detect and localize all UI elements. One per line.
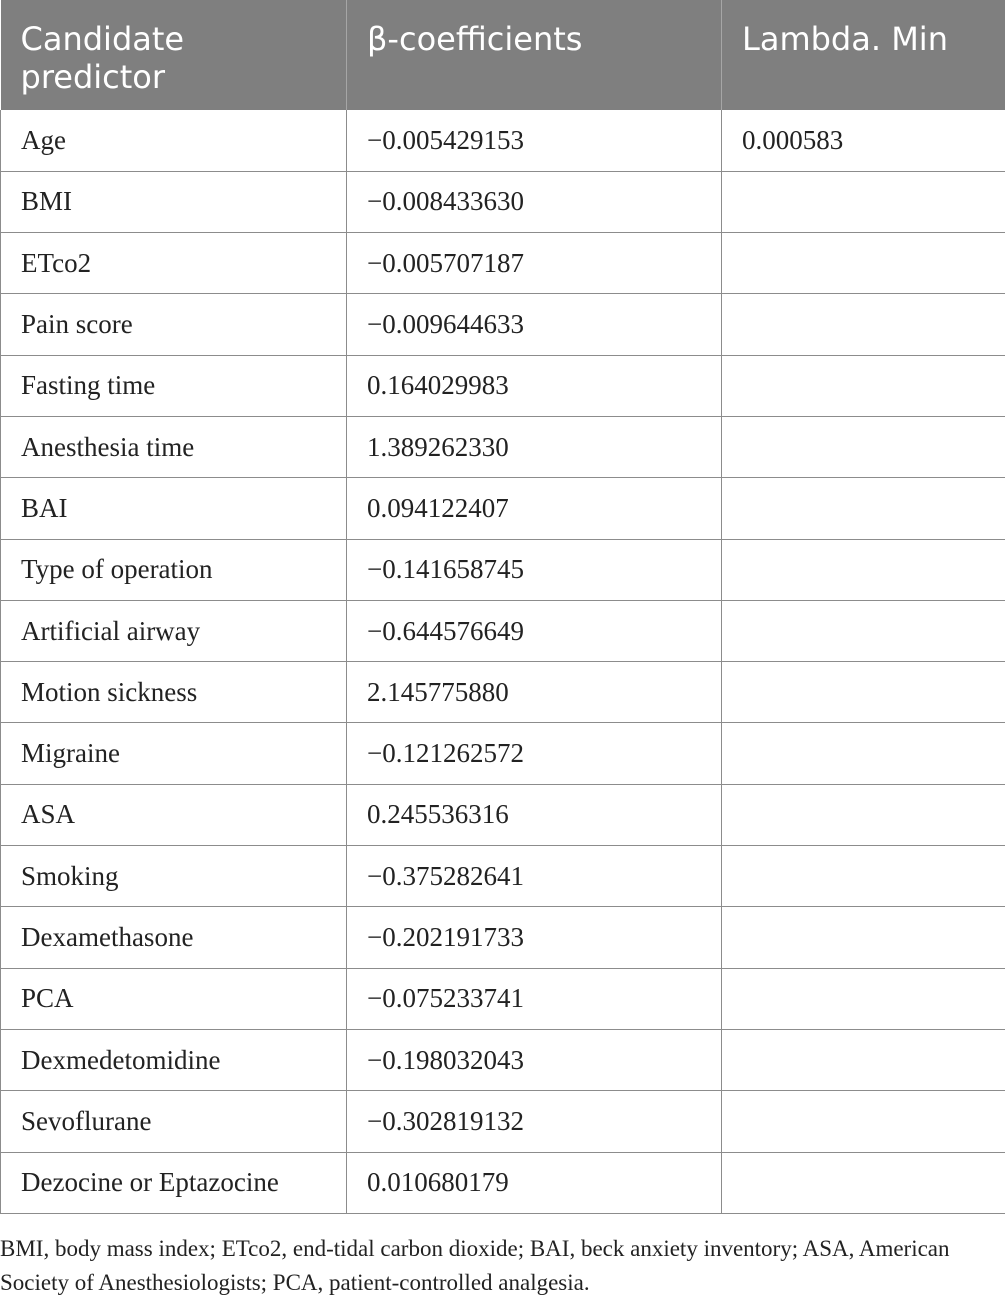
lambda-min-cell	[722, 968, 1005, 1029]
table-footnote: BMI, body mass index; ETco2, end-tidal carbon dioxide; BAI, beck anxiety inventory; ASA, American Society of Anesthesiologists; PCA, patient-controlled analgesia.	[0, 1236, 950, 1295]
table-row	[1, 907, 1005, 968]
predictor-cell: Dexamethasone	[1, 907, 347, 968]
predictor-cell: Artificial airway	[1, 600, 347, 661]
table-row	[1, 171, 1005, 232]
predictor-cell: Dexmedetomidine	[1, 1029, 347, 1090]
table-row	[1, 416, 1005, 477]
predictor-cell: Smoking	[1, 846, 347, 907]
lambda-min-cell	[722, 416, 1005, 477]
lambda-min-cell	[722, 233, 1005, 294]
coefficient-cell: −0.075233741	[347, 968, 722, 1029]
predictor-cell: BAI	[1, 478, 347, 539]
lambda-min-cell	[722, 1091, 1005, 1152]
lambda-min-cell	[722, 171, 1005, 232]
lambda-min-cell	[722, 294, 1005, 355]
lambda-min-cell	[722, 907, 1005, 968]
table-row	[1, 233, 1005, 294]
header-lambda-min: Lambda. Min	[722, 0, 1005, 110]
table-row	[1, 968, 1005, 1029]
header-candidate-predictor: Candidate predictor	[1, 0, 347, 110]
predictor-cell: Migraine	[1, 723, 347, 784]
coefficient-cell: −0.008433630	[347, 171, 722, 232]
table-header	[1, 0, 1005, 110]
table-row	[1, 110, 1005, 171]
table-row	[1, 662, 1005, 723]
lambda-min-cell	[722, 355, 1005, 416]
lambda-min-cell: 0.000583	[722, 110, 1005, 171]
lambda-min-cell	[722, 1152, 1005, 1213]
header-row	[1, 0, 1005, 110]
coefficient-cell: 0.094122407	[347, 478, 722, 539]
predictor-cell: PCA	[1, 968, 347, 1029]
coefficient-cell: −0.009644633	[347, 294, 722, 355]
table-row	[1, 723, 1005, 784]
predictor-cell: Dezocine or Eptazocine	[1, 1152, 347, 1213]
coefficient-cell: −0.005707187	[347, 233, 722, 294]
lambda-min-cell	[722, 539, 1005, 600]
coefficient-cell: −0.141658745	[347, 539, 722, 600]
table-row	[1, 1029, 1005, 1090]
header-beta-coefficients: β-coefficients	[347, 0, 722, 110]
predictor-cell: Fasting time	[1, 355, 347, 416]
lambda-min-cell	[722, 784, 1005, 845]
table-row	[1, 1091, 1005, 1152]
coefficient-cell: 0.010680179	[347, 1152, 722, 1213]
predictor-cell: Anesthesia time	[1, 416, 347, 477]
table-row	[1, 478, 1005, 539]
table-body	[1, 110, 1005, 1213]
table-row	[1, 846, 1005, 907]
predictor-cell: ASA	[1, 784, 347, 845]
lambda-min-cell	[722, 662, 1005, 723]
coefficient-cell: −0.121262572	[347, 723, 722, 784]
predictor-cell: Age	[1, 110, 347, 171]
table-row	[1, 355, 1005, 416]
coefficient-cell: −0.375282641	[347, 846, 722, 907]
coefficient-cell: 0.164029983	[347, 355, 722, 416]
table-row	[1, 294, 1005, 355]
predictor-cell: Pain score	[1, 294, 347, 355]
lambda-min-cell	[722, 723, 1005, 784]
lambda-min-cell	[722, 846, 1005, 907]
coefficient-cell: 1.389262330	[347, 416, 722, 477]
predictor-cell: Sevoflurane	[1, 1091, 347, 1152]
lambda-min-cell	[722, 478, 1005, 539]
coefficient-cell: −0.644576649	[347, 600, 722, 661]
table-row	[1, 600, 1005, 661]
predictor-cell: Type of operation	[1, 539, 347, 600]
coefficient-cell: −0.302819132	[347, 1091, 722, 1152]
table-row	[1, 539, 1005, 600]
coefficient-cell: −0.202191733	[347, 907, 722, 968]
lambda-min-cell	[722, 1029, 1005, 1090]
coefficient-cell: 0.245536316	[347, 784, 722, 845]
predictor-cell: ETco2	[1, 233, 347, 294]
coefficient-cell: −0.005429153	[347, 110, 722, 171]
table-row	[1, 784, 1005, 845]
coefficient-cell: 2.145775880	[347, 662, 722, 723]
table-row	[1, 1152, 1005, 1213]
predictor-cell: Motion sickness	[1, 662, 347, 723]
coefficient-cell: −0.198032043	[347, 1029, 722, 1090]
predictor-cell: BMI	[1, 171, 347, 232]
lambda-min-cell	[722, 600, 1005, 661]
